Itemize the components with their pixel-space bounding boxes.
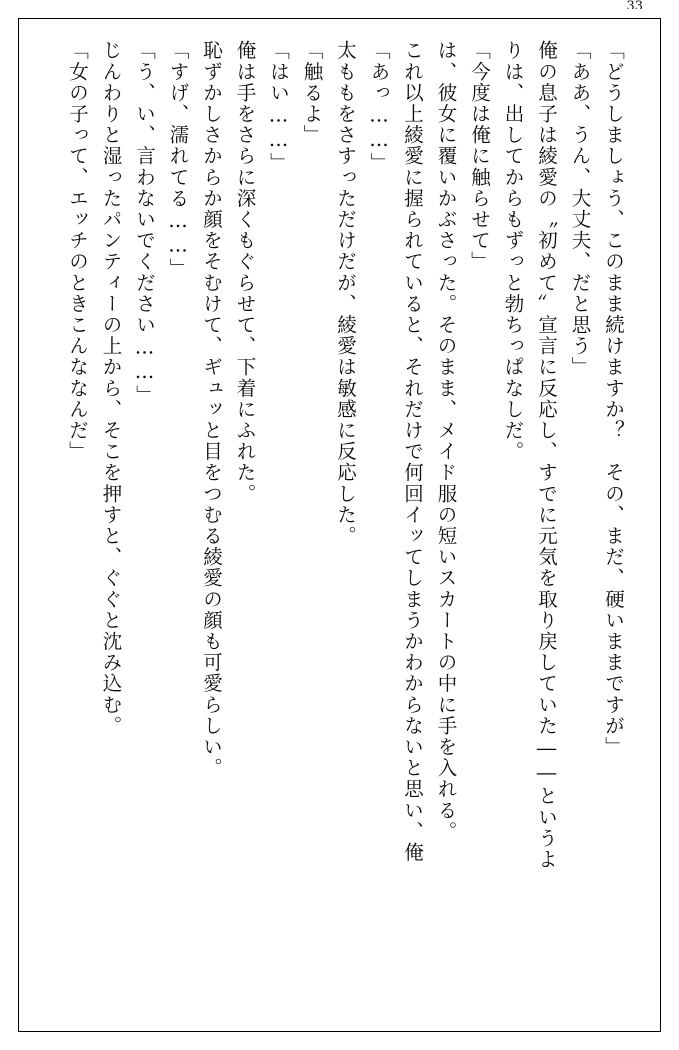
text-line: 「どうしましょう、このまま続けますか？ その、まだ、硬いままですが」 [602, 40, 625, 758]
text-line: 「う、い、言わないでください……」 [133, 40, 156, 406]
text-line: 「触るよ」 [300, 40, 324, 146]
text-line: 太ももをさすっただけだが、綾愛は敏感に反応した。 [334, 40, 357, 547]
text-line: りは、出してからもずっと勃ちっぱなしだ。 [501, 40, 525, 462]
text-line: は、彼女に覆いかぶさった。そのまま、メイド服の短いスカートの中に手を入れる。 [434, 40, 458, 842]
text-line: 「ああ、うん、大丈夫、だと思う」 [568, 40, 592, 378]
page-number: 33 [626, 0, 643, 9]
text-line: 俺の息子は綾愛の〝初めて〟宣言に反応し、すでに元気を取り戻していた――というよ [535, 40, 558, 870]
text-line: 「はい……」 [267, 40, 290, 174]
vertical-text-body [30, 40, 630, 990]
text-line: 「すげ、濡れてる……」 [166, 40, 190, 280]
text-line: 俺は手をさらに深くもぐらせて、下着にふれた。 [233, 40, 257, 505]
text-line: 恥ずかしさからか顔をそむけて、ギュッと目をつむる綾愛の顔も可愛らしい。 [200, 40, 223, 779]
text-line: 「今度は俺に触らせて」 [468, 40, 491, 273]
text-line: じんわりと湿ったパンティーの上から、そこを押すと、ぐぐと沈み込む。 [99, 40, 123, 737]
text-line: これ以上綾愛に握られていると、それだけで何回イッてしまうかわからないと思い、俺 [401, 40, 424, 863]
text-line: 「女の子って、エッチのときこんななんだ」 [66, 40, 89, 462]
text-line: 「あっ……」 [367, 40, 391, 174]
